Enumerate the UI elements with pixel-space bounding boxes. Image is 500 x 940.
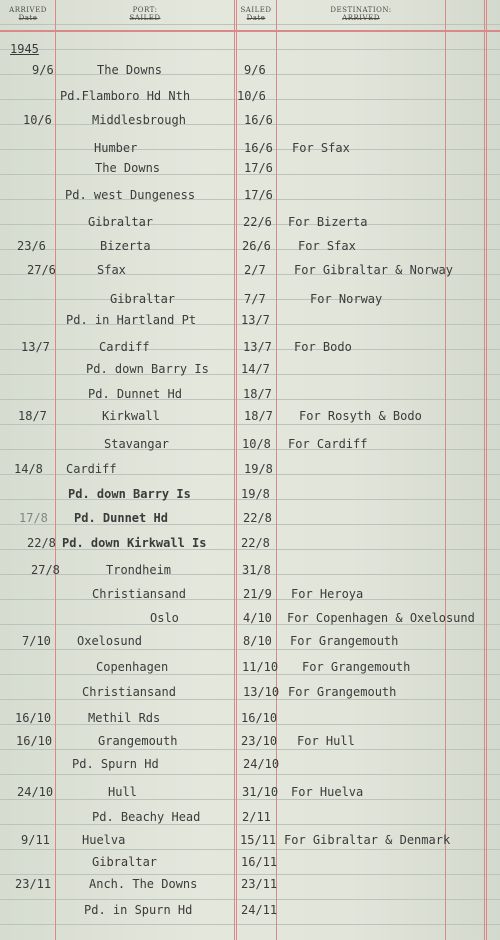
sailed-date: 26/6 <box>242 239 271 253</box>
destination-note: For Hull <box>297 734 355 748</box>
sailed-date: 15/11 <box>240 833 277 847</box>
destination-note: For Grangemouth <box>288 685 397 699</box>
destination-note: For Grangemouth <box>290 634 399 648</box>
arrived-date: 24/10 <box>17 785 54 799</box>
destination-note: For Copenhagen & Oxelosund <box>287 611 475 625</box>
arrived-date: 13/7 <box>21 340 50 354</box>
destination-note: For Gibraltar & Norway <box>294 263 453 277</box>
arrived-date: 16/10 <box>16 734 53 748</box>
port-name: Gibraltar <box>92 855 158 869</box>
sailed-date: 17/6 <box>244 161 273 175</box>
port-name: Hull <box>108 785 137 799</box>
arrived-date: 7/10 <box>22 634 51 648</box>
header-destination <box>278 6 444 22</box>
sailed-date: 2/11 <box>242 810 271 824</box>
arrived-date: 23/11 <box>15 877 52 891</box>
sailed-date: 4/10 <box>243 611 272 625</box>
header-port <box>58 6 232 22</box>
port-name: Middlesbrough <box>92 113 186 127</box>
port-name: Cardiff <box>66 462 117 476</box>
sailed-date: 17/6 <box>244 188 273 202</box>
destination-note: For Rosyth & Bodo <box>299 409 422 423</box>
port-name: Pd. west Dungeness <box>65 188 196 202</box>
header-arrived <box>2 6 54 22</box>
sailed-date: 2/7 <box>244 263 266 277</box>
header-port-main: PORT: <box>132 6 158 14</box>
port-name: The Downs <box>97 63 163 77</box>
port-name: Copenhagen <box>96 660 169 674</box>
sailed-date: 16/10 <box>241 711 278 725</box>
destination-note: For Heroya <box>291 587 364 601</box>
port-name: Pd. in Hartland Pt <box>66 313 197 327</box>
sailed-date: 22/8 <box>241 536 270 550</box>
port-name: Anch. The Downs <box>89 877 198 891</box>
port-name: Pd.Flamboro Hd Nth <box>60 89 191 103</box>
sailed-date: 16/6 <box>244 141 273 155</box>
arrived-date: 9/11 <box>21 833 50 847</box>
sailed-date: 11/10 <box>242 660 279 674</box>
header-port-sub: SAILED <box>129 14 161 22</box>
header-destination-sub: ARRIVED <box>342 14 380 22</box>
header-rule <box>0 30 500 32</box>
destination-note: For Cardiff <box>288 437 368 451</box>
sailed-date: 31/8 <box>242 563 271 577</box>
port-name: Pd. Dunnet Hd <box>74 511 168 525</box>
sailed-date: 24/11 <box>241 903 278 917</box>
arrived-date: 17/8 <box>19 511 48 525</box>
port-name: Pd. in Spurn Hd <box>84 903 193 917</box>
port-name: Pd. Dunnet Hd <box>88 387 182 401</box>
sailed-date: 9/6 <box>244 63 266 77</box>
sailed-date: 23/10 <box>241 734 278 748</box>
sailed-date: 13/7 <box>241 313 270 327</box>
sailed-date: 13/7 <box>243 340 272 354</box>
ledger-year: 1945 <box>10 42 39 56</box>
port-name: The Downs <box>95 161 161 175</box>
port-name: Pd. down Barry Is <box>68 487 191 501</box>
arrived-date: 22/8 <box>27 536 56 550</box>
port-name: Oxelosund <box>77 634 143 648</box>
port-name: Stavangar <box>104 437 170 451</box>
port-name: Oslo <box>150 611 179 625</box>
sailed-date: 23/11 <box>241 877 278 891</box>
sailed-date: 14/7 <box>241 362 270 376</box>
destination-note: For Sfax <box>298 239 356 253</box>
sailed-date: 19/8 <box>241 487 270 501</box>
destination-note: For Bizerta <box>288 215 368 229</box>
arrived-date: 27/6 <box>27 263 56 277</box>
header-sailed <box>237 6 275 22</box>
column-rule <box>234 0 237 940</box>
sailed-date: 18/7 <box>243 387 272 401</box>
column-rule <box>276 0 277 940</box>
arrived-date: 14/8 <box>14 462 43 476</box>
port-name: Christiansand <box>92 587 186 601</box>
port-name: Huelva <box>82 833 126 847</box>
destination-note: For Norway <box>310 292 383 306</box>
sailed-date: 31/10 <box>242 785 279 799</box>
port-name: Gibraltar <box>88 215 154 229</box>
column-rule <box>484 0 487 940</box>
port-name: Pd. Beachy Head <box>92 810 201 824</box>
column-rule <box>55 0 56 940</box>
header-sailed-main: SAILED <box>240 6 272 14</box>
arrived-date: 27/8 <box>31 563 60 577</box>
port-name: Pd. down Kirkwall Is <box>62 536 207 550</box>
port-name: Gibraltar <box>110 292 176 306</box>
sailed-date: 8/10 <box>243 634 272 648</box>
destination-note: For Grangemouth <box>302 660 411 674</box>
sailed-date: 24/10 <box>243 757 280 771</box>
header-destination-main: DESTINATION: <box>330 6 392 14</box>
arrived-date: 16/10 <box>15 711 52 725</box>
destination-note: For Sfax <box>292 141 350 155</box>
sailed-date: 13/10 <box>243 685 280 699</box>
port-name: Humber <box>94 141 138 155</box>
sailed-date: 7/7 <box>244 292 266 306</box>
destination-note: For Huelva <box>291 785 364 799</box>
port-name: Pd. Spurn Hd <box>72 757 159 771</box>
port-name: Kirkwall <box>102 409 160 423</box>
destination-note: For Bodo <box>294 340 352 354</box>
sailed-date: 22/8 <box>243 511 272 525</box>
arrived-date: 18/7 <box>18 409 47 423</box>
sailed-date: 19/8 <box>244 462 273 476</box>
sailed-date: 18/7 <box>244 409 273 423</box>
port-name: Cardiff <box>99 340 150 354</box>
port-name: Methil Rds <box>88 711 161 725</box>
sailed-date: 22/6 <box>243 215 272 229</box>
arrived-date: 23/6 <box>17 239 46 253</box>
port-name: Trondheim <box>106 563 172 577</box>
sailed-date: 10/8 <box>242 437 271 451</box>
port-name: Sfax <box>97 263 126 277</box>
port-name: Christiansand <box>82 685 176 699</box>
header-sailed-sub: Date <box>246 14 266 22</box>
header-arrived-sub: Date <box>18 14 38 22</box>
port-name: Bizerta <box>100 239 151 253</box>
sailed-date: 21/9 <box>243 587 272 601</box>
column-rule <box>445 0 446 940</box>
port-name: Grangemouth <box>98 734 178 748</box>
header-arrived-main: ARRIVED <box>9 6 47 14</box>
sailed-date: 10/6 <box>237 89 266 103</box>
sailed-date: 16/11 <box>241 855 278 869</box>
destination-note: For Gibraltar & Denmark <box>284 833 451 847</box>
arrived-date: 9/6 <box>32 63 54 77</box>
port-name: Pd. down Barry Is <box>86 362 209 376</box>
sailed-date: 16/6 <box>244 113 273 127</box>
arrived-date: 10/6 <box>23 113 52 127</box>
